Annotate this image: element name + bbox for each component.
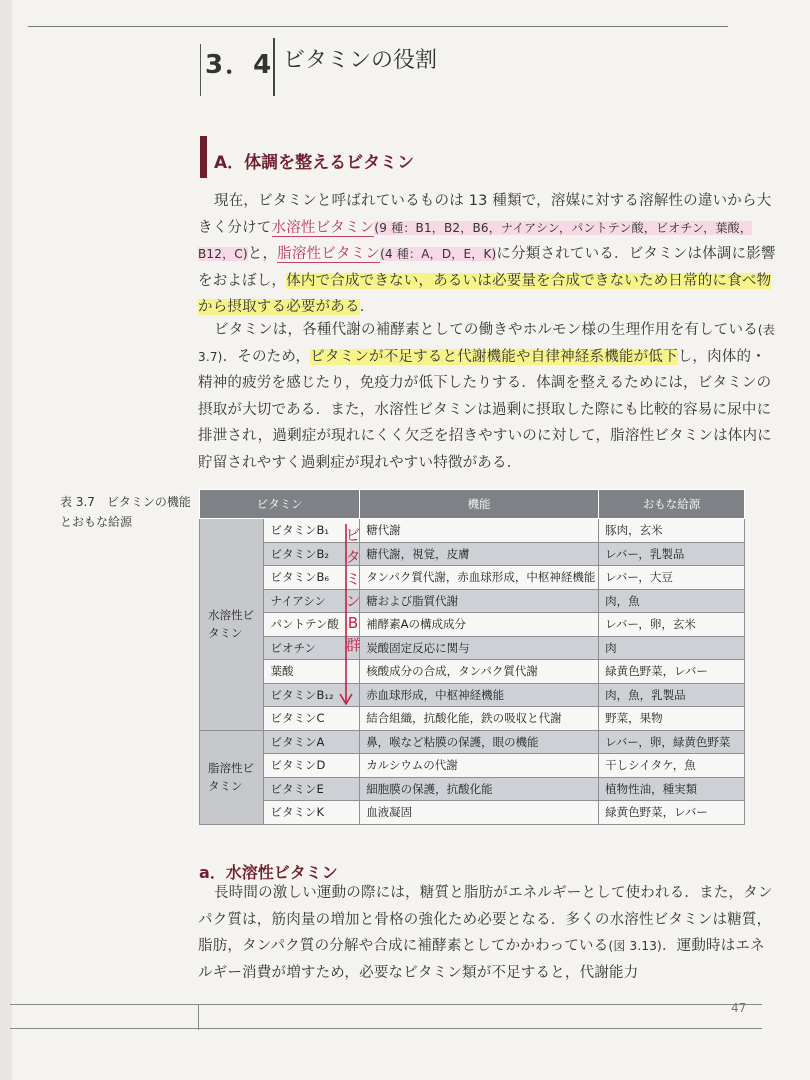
handwritten-char: 群	[345, 636, 361, 654]
vitamin-name: ビタミンB₆	[264, 566, 360, 590]
paragraph-3	[198, 880, 778, 986]
p1-text-4: ．	[359, 299, 375, 315]
bottom-rule-2	[10, 1028, 762, 1029]
p3-text-2: ．運動時はエネルギー消費が増すため，必要なビタミン類が不足すると，代謝能力	[198, 938, 765, 981]
vitamin-function: 炭酸固定反応に関与	[360, 636, 599, 660]
top-rule	[28, 26, 728, 27]
p2-text-1: ビタミンは，各種代謝の補酵素としての働きやホルモン様の生理作用を有している	[214, 322, 758, 338]
vitamin-source: レバー，卵，玄米	[599, 613, 745, 637]
p3-figure-ref: (図 3.13)	[608, 939, 662, 953]
page-number: 47	[731, 1001, 747, 1015]
p2-table-ref: (表 3.7)	[198, 323, 775, 364]
handwritten-char: ミ	[345, 570, 361, 588]
p1-text-3: に分類されている．ビタミンは体調に影響をおよぼし，	[198, 246, 776, 289]
vitamin-source: 緑黄色野菜，レバー	[599, 660, 745, 684]
p1-fat-soluble: 脂溶性ビタミン	[277, 246, 381, 262]
handwritten-note	[343, 524, 363, 656]
paragraph-2	[198, 317, 778, 476]
vitamin-source: 緑黄色野菜，レバー	[599, 801, 745, 825]
p1-water-soluble: 水溶性ビタミン	[271, 219, 375, 236]
header-vitamin: ビタミン	[200, 490, 360, 519]
table-row	[200, 707, 745, 731]
subsection-a-heading: a．水溶性ビタミン	[199, 863, 338, 882]
vitamin-name: ビタミンC	[264, 707, 360, 731]
handwritten-char: B	[347, 614, 359, 632]
vitamin-name: ビタミンE	[264, 777, 360, 801]
table-row	[200, 683, 745, 707]
vitamin-function: 血液凝固	[360, 801, 599, 825]
vitamin-name: ビオチン	[264, 636, 360, 660]
bottom-tick	[198, 1004, 199, 1030]
vitamin-name: ナイアシン	[264, 589, 360, 613]
vitamin-name: ビタミンD	[264, 754, 360, 778]
vitamin-name: ビタミンB₂	[264, 542, 360, 566]
section-number: 3．4	[205, 50, 274, 80]
table-row	[200, 660, 745, 684]
vitamin-source: 豚肉，玄米	[599, 519, 745, 543]
section-title: ビタミンの役割	[283, 48, 438, 73]
subheading-bar	[200, 136, 207, 178]
vitamin-function: 細胞膜の保護，抗酸化能	[360, 777, 599, 801]
vitamin-name: ビタミンK	[264, 801, 360, 825]
vitamin-function: 糖および脂質代謝	[360, 589, 599, 613]
vitamin-source: 肉，魚	[599, 589, 745, 613]
table-row	[200, 566, 745, 590]
p1-water-list: (9 種：B1，B2，B6，ナイアシン，パントテン酸，ビオチン，葉酸，B12，C)	[198, 220, 753, 261]
bottom-rule	[10, 1004, 762, 1005]
vitamin-function: カルシウムの代謝	[360, 754, 599, 778]
group-water-soluble: 水溶性ビタミン	[200, 519, 264, 731]
handwritten-char: タ	[345, 548, 361, 566]
table-row	[200, 589, 745, 613]
vitamin-name: ビタミンB₁₂	[264, 683, 360, 707]
table-row	[200, 730, 745, 754]
vitamin-function: 核酸成分の合成，タンパク質代謝	[360, 660, 599, 684]
table-caption: 表 3.7 ビタミンの機能とおもな給源	[60, 495, 191, 529]
p1-text-1: 現在，ビタミンと呼ばれているものは 13 種類で，溶媒に対する溶解性の違いから大きく分けて	[198, 193, 772, 236]
p2-text-2: ．そのため，	[222, 348, 311, 365]
vitamin-function: 赤血球形成，中枢神経機能	[360, 683, 599, 707]
header-function: 機能	[360, 490, 599, 519]
table-row	[200, 542, 745, 566]
table-row	[200, 754, 745, 778]
handwritten-char: ビ	[345, 526, 361, 544]
vitamin-source: 植物性油，種実類	[599, 777, 745, 801]
vitamin-name: ビタミンB₁	[264, 519, 360, 543]
p1-text-2: と，	[247, 246, 278, 262]
table-row	[200, 777, 745, 801]
vitamin-source: レバー，大豆	[599, 566, 745, 590]
p2-text-3: し，肉体的・精神的疲労を感じたり，免疫力が低下したりする．体調を整えるためには，ビタミンの摂取が大切である．また，水溶性ビタミンは過剰に摂取した際にも比較的容易に尿中に排泄され，過剰症が現れにくく欠乏を招きやすいのに対して，脂溶性ビタミンは体内に貯留されやすく過剰症が現れやすい特徴がある．	[198, 348, 772, 471]
section-divider-bar	[273, 38, 275, 96]
section-left-bar	[200, 44, 201, 96]
vitamin-source: レバー，乳製品	[599, 542, 745, 566]
p1-highlight: 体内で合成できない，あるいは必要量を合成できないため日常的に食べ物から摂取する必要がある	[198, 272, 772, 315]
p3-text-1: 長時間の激しい運動の際には，糖質と脂肪がエネルギーとして使われる．また，タンパク質は，筋肉量の増加と骨格の強化ため必要となる．多くの水溶性ビタミンは糖質，脂肪，タンパク質の分解や合成に補酵素としてかかわっている	[198, 885, 773, 954]
paragraph-1	[198, 188, 778, 321]
vitamin-function: 鼻，喉など粘膜の保護，眼の機能	[360, 730, 599, 754]
vitamin-source: 肉，魚，乳製品	[599, 683, 745, 707]
table-row	[200, 801, 745, 825]
table-row	[200, 636, 745, 660]
table-row	[200, 519, 745, 543]
vitamin-source: レバー，卵，緑黄色野菜	[599, 730, 745, 754]
vitamin-source: 野菜，果物	[599, 707, 745, 731]
vitamin-source: 肉	[599, 636, 745, 660]
vitamin-function: 補酵素Aの構成成分	[360, 613, 599, 637]
table-header-row	[200, 490, 745, 519]
vitamin-function: 結合組織，抗酸化能，鉄の吸収と代謝	[360, 707, 599, 731]
p1-fat-list: (4 種：A，D，E，K)	[380, 247, 497, 261]
subsection-heading: A．体調を整えるビタミン	[214, 153, 415, 173]
handwritten-char: ン	[345, 592, 361, 610]
vitamin-name: 葉酸	[264, 660, 360, 684]
vitamin-table	[199, 489, 745, 825]
group-fat-soluble: 脂溶性ビタミン	[200, 730, 264, 824]
vitamin-name: パントテン酸	[264, 613, 360, 637]
vitamin-function: 糖代謝	[360, 519, 599, 543]
vitamin-source: 干しシイタケ，魚	[599, 754, 745, 778]
header-source: おもな給源	[599, 490, 745, 519]
p2-highlight: ビタミンが不足すると代謝機能や自律神経系機能が低下	[310, 348, 678, 365]
vitamin-function: 糖代謝，視覚，皮膚	[360, 542, 599, 566]
vitamin-name: ビタミンA	[264, 730, 360, 754]
table-row	[200, 613, 745, 637]
vitamin-function: タンパク質代謝，赤血球形成，中枢神経機能	[360, 566, 599, 590]
